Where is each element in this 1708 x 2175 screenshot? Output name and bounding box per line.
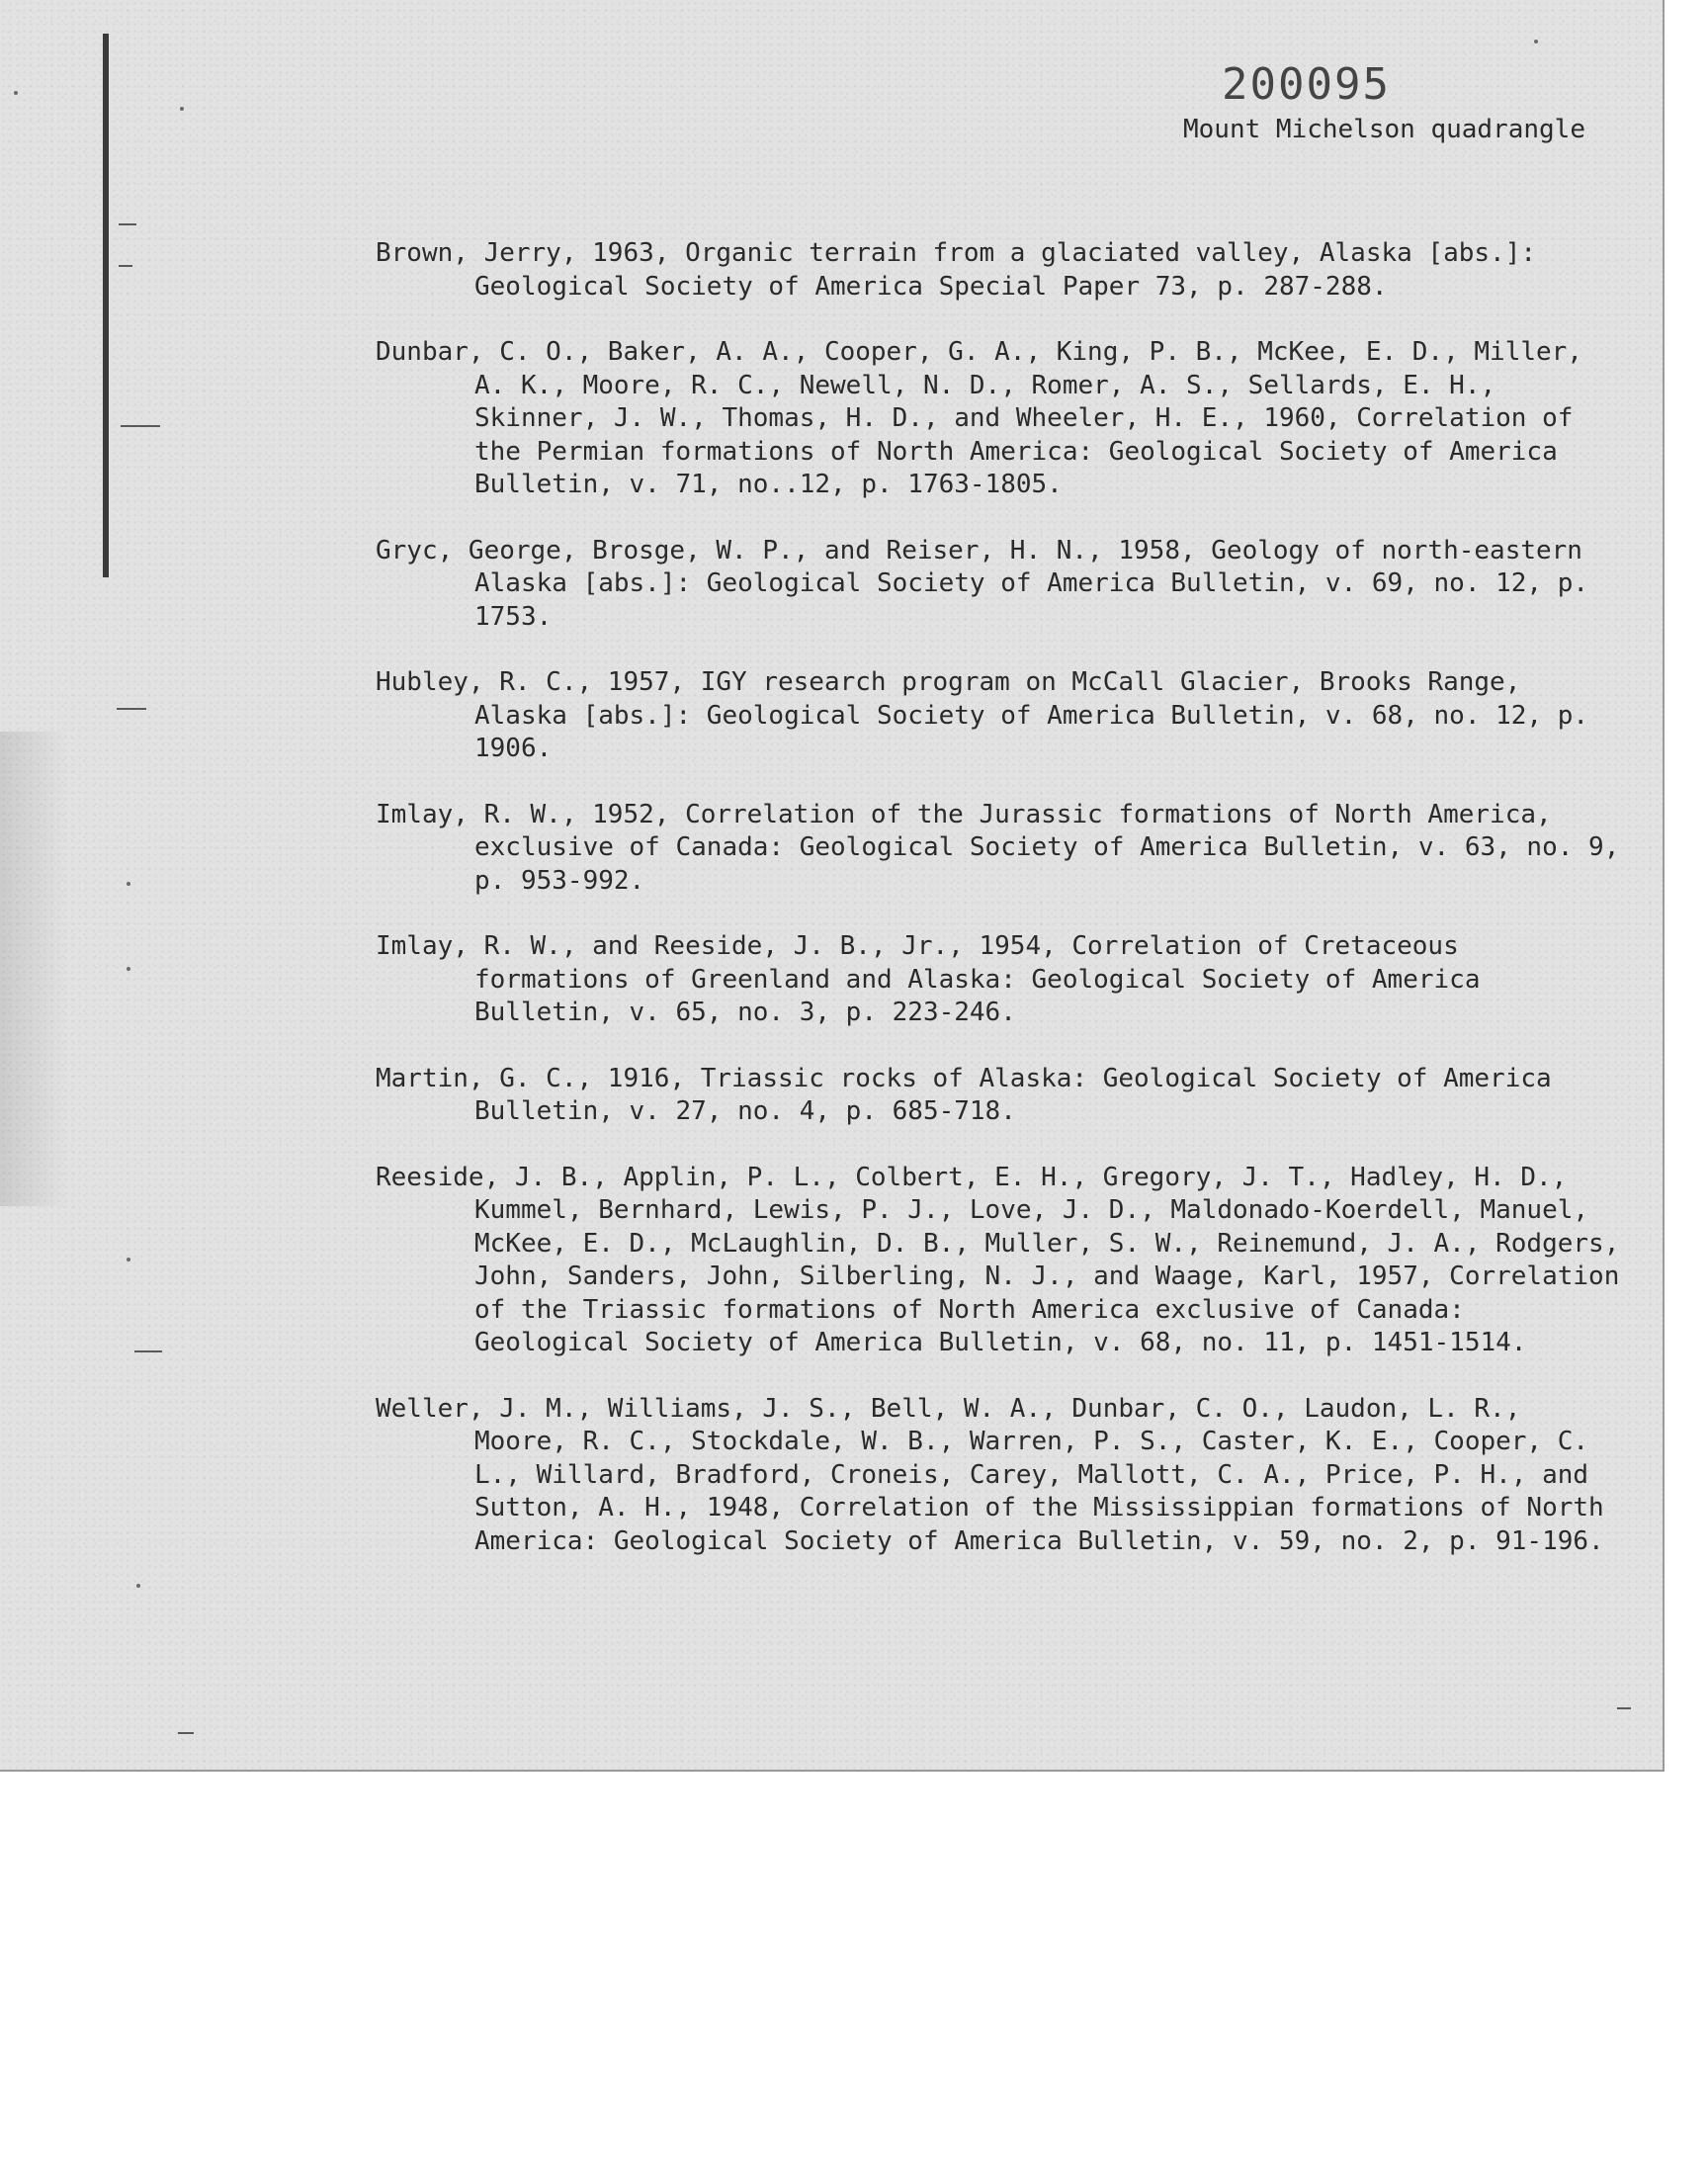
reference-entry: Gryc, George, Brosge, W. P., and Reiser, H. N., 1958, Geology of north-eastern Alaska [abs.]: Geological Society of America Bulletin, v. 69, no. 12, p. 1753. [376, 535, 1589, 632]
scan-speck [1534, 40, 1538, 44]
margin-tick [117, 708, 146, 710]
reference-entry: Imlay, R. W., 1952, Correlation of the Jurassic formations of North America, exclusive of Canada: Geological Society of America Bulletin, v. 63, no. 9, p. 953-992. [376, 799, 1620, 896]
reference-entry: Reeside, J. B., Applin, P. L., Colbert, E. H., Gregory, J. T., Hadley, H. D., Kummel, Bernhard, Lewis, P. J., Love, J. D., Maldonado-Koerdell, Manuel, McKee, E. D., McLaughlin, D. B., Muller, S. W., Reinemund, J. A., Rodgers, John, Sanders, John, Silberling, N. J., and Waage, Karl, 1957, Correlation of the Triassic formations of North America exclusive of Canada: Geological Society of America Bulletin, v. 68, no. 11, p. 1451-1514. [376, 1162, 1620, 1357]
margin-tick [119, 265, 132, 267]
margin-tick [178, 1732, 194, 1734]
quadrangle-title: Mount Michelson quadrangle [1183, 115, 1585, 144]
scan-shadow [0, 732, 69, 1206]
scan-speck [127, 882, 130, 886]
reference-entry: Weller, J. M., Williams, J. S., Bell, W. A., Dunbar, C. O., Laudon, L. R., Moore, R. C., Stockdale, W. B., Warren, P. S., Caster, K. E., Cooper, C. L., Willard, Bradford, Croneis, Carey, Mallott, C. A., Price, P. H., and Sutton, A. H., 1948, Correlation of the Mississippian formations of North America: Geological Society of America Bulletin, v. 59, no. 2, p. 91-196. [376, 1393, 1604, 1556]
margin-tick [121, 425, 160, 427]
reference-entry: Hubley, R. C., 1957, IGY research program on McCall Glacier, Brooks Range, Alaska [abs.]: Geological Society of America Bulletin, v. 68, no. 12, p. 1906. [376, 667, 1589, 763]
reference-list [376, 237, 1621, 1591]
reference-entry: Martin, G. C., 1916, Triassic rocks of Alaska: Geological Society of America Bulletin, v. 27, no. 4, p. 685-718. [376, 1063, 1552, 1126]
reference-entry: Brown, Jerry, 1963, Organic terrain from a glaciated valley, Alaska [abs.]: Geological Society of America Special Paper 73, p. 287-288. [376, 238, 1536, 302]
reference-entry: Imlay, R. W., and Reeside, J. B., Jr., 1954, Correlation of Cretaceous formations of Greenland and Alaska: Geological Society of America Bulletin, v. 65, no. 3, p. 223-246. [376, 931, 1481, 1027]
scan-speck [127, 1258, 130, 1262]
margin-bar [103, 34, 109, 577]
scan-speck [180, 107, 184, 111]
margin-tick [119, 223, 136, 225]
scan-speck [14, 91, 18, 95]
margin-tick [134, 1350, 162, 1352]
scan-speck [136, 1584, 140, 1588]
reference-entry: Dunbar, C. O., Baker, A. A., Cooper, G. A., King, P. B., McKee, E. D., Miller, A. K., Moore, R. C., Newell, N. D., Romer, A. S., Sellards, E. H., Skinner, J. W., Thomas, H. D., and Wheeler, H. E., 1960, Correlation of the Permian formations of North America: Geological Society of America Bulletin, v. 71, no..12, p. 1763-1805. [376, 337, 1582, 499]
margin-tick [1617, 1707, 1631, 1709]
scan-speck [127, 967, 130, 971]
document-number: 200095 [1222, 59, 1391, 110]
